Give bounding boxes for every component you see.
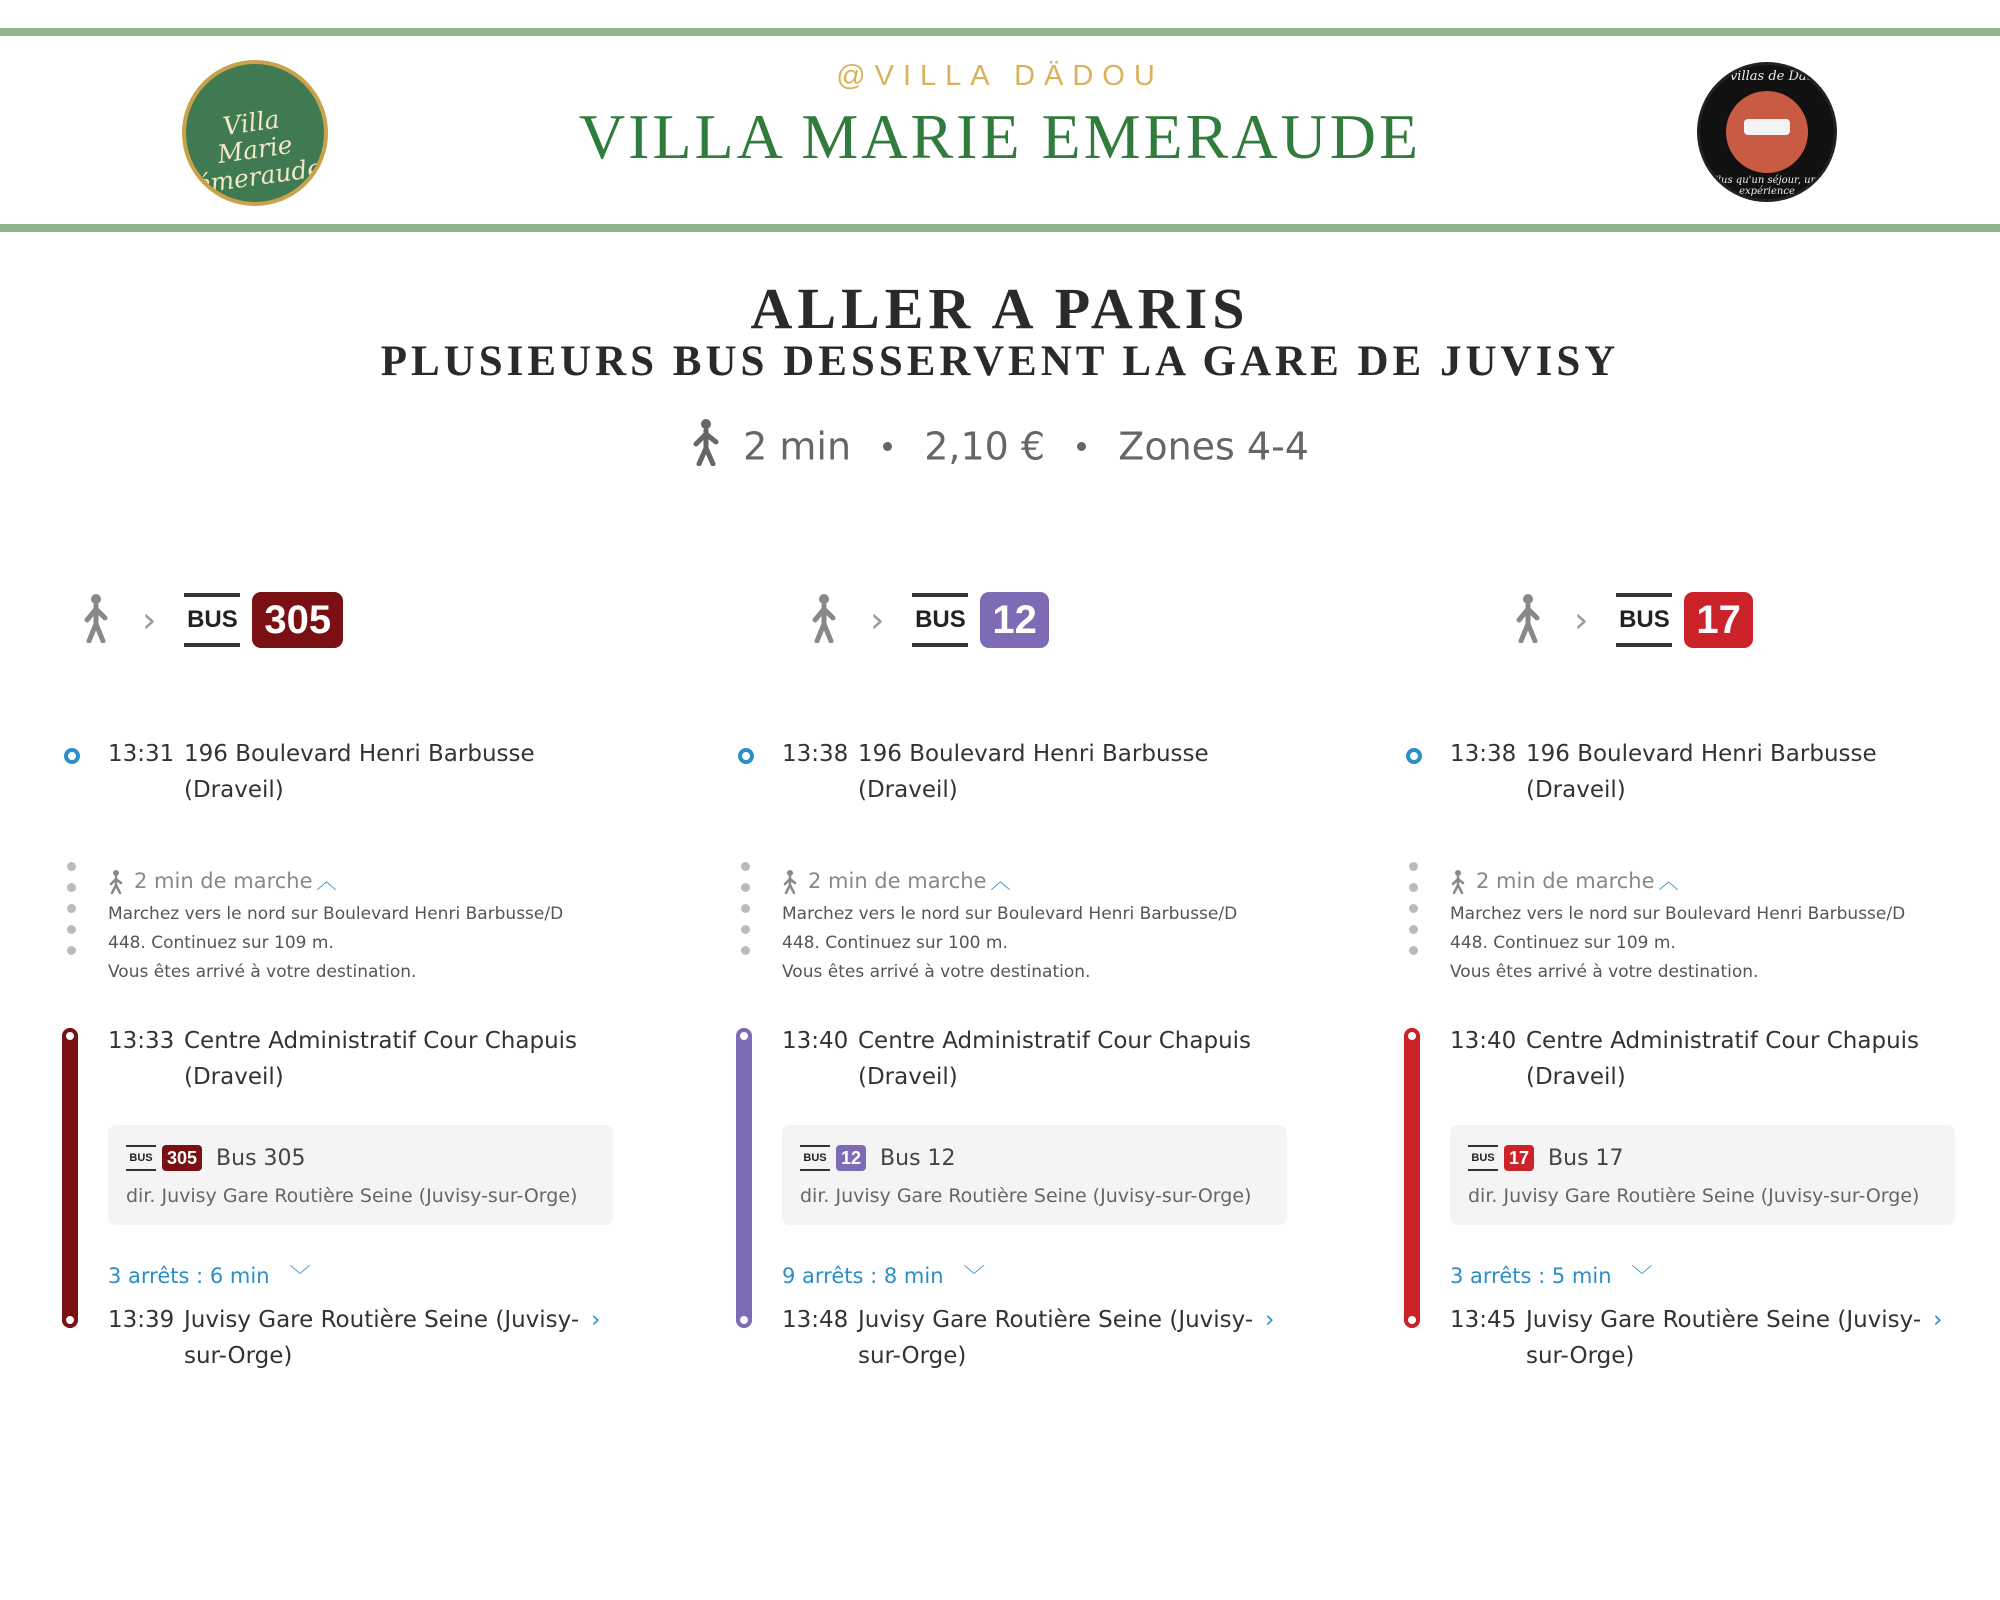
- origin-stop[interactable]: [1450, 736, 1877, 808]
- board-stop-icon: [62, 1028, 78, 1044]
- chevron-right-icon: ›: [591, 1307, 601, 1333]
- walk-desc-line: Marchez vers le nord sur Boulevard Henri Barbusse/D: [782, 904, 1238, 924]
- line-badge: 17: [1684, 592, 1753, 648]
- board-city: (Draveil): [184, 1064, 284, 1090]
- walk-toggle[interactable]: [782, 865, 1011, 894]
- logo-right-sub: Plus qu'un séjour, une expérience: [1711, 175, 1823, 197]
- walk-dots: [67, 862, 77, 967]
- arrival-stop-icon: [736, 1312, 752, 1328]
- chevron-up-icon: ︿: [316, 869, 337, 893]
- bus-card[interactable]: [108, 1125, 613, 1225]
- mini-line-badge: 17: [1504, 1145, 1534, 1171]
- bus-direction: dir. Juvisy Gare Routière Seine (Juvisy-sur-Orge): [1468, 1185, 1920, 1207]
- board-time: 13:40: [1450, 1028, 1517, 1054]
- chevron-right-icon: ›: [142, 599, 157, 641]
- walk-desc-line: Vous êtes arrivé à votre destination.: [1450, 962, 1759, 982]
- walk-desc-line: 448. Continuez sur 109 m.: [1450, 933, 1676, 953]
- bus-route-bar: [1404, 1028, 1420, 1328]
- origin-stop[interactable]: [782, 736, 1209, 808]
- walk-instructions: [1450, 900, 1950, 987]
- arrival-time: 13:45: [1450, 1307, 1517, 1333]
- board-time: 13:33: [108, 1028, 175, 1054]
- arrival-stop[interactable]: [782, 1302, 1274, 1374]
- route-column: [1404, 580, 1964, 1440]
- chevron-down-icon: ﹀: [289, 1264, 311, 1288]
- walk-desc-line: Vous êtes arrivé à votre destination.: [782, 962, 1091, 982]
- walk-icon: [691, 418, 721, 475]
- origin-stop-name: 196 Boulevard Henri Barbusse: [184, 741, 535, 767]
- chevron-right-icon: ›: [870, 599, 885, 641]
- arrival-stop-icon: [62, 1312, 78, 1328]
- route-column: [62, 580, 622, 1440]
- origin-stop-icon: [64, 748, 80, 764]
- mini-bus-label: BUS: [800, 1145, 830, 1171]
- walk-dots: [1409, 862, 1419, 967]
- bus-route-bar: [62, 1028, 78, 1328]
- bus-name: Bus 305: [216, 1145, 306, 1171]
- origin-stop-name: 196 Boulevard Henri Barbusse: [1526, 741, 1877, 767]
- board-stop-name: Centre Administratif Cour Chapuis: [1526, 1028, 1920, 1054]
- stops-count: 3 arrêts : 5 min: [1450, 1264, 1612, 1288]
- bus-direction: dir. Juvisy Gare Routière Seine (Juvisy-sur-Orge): [126, 1185, 578, 1207]
- board-stop-icon: [1404, 1028, 1420, 1044]
- walk-instructions: [782, 900, 1282, 987]
- board-stop[interactable]: [108, 1023, 577, 1095]
- stops-toggle[interactable]: [1450, 1260, 1653, 1290]
- origin-stop-name: 196 Boulevard Henri Barbusse: [858, 741, 1209, 767]
- brand-title: VILLA MARIE EMERAUDE: [578, 101, 1422, 172]
- brand-handle: @VILLA DÄDOU: [836, 60, 1164, 92]
- walk-toggle[interactable]: [1450, 865, 1679, 894]
- board-stop[interactable]: [782, 1023, 1251, 1095]
- origin-stop-icon: [738, 748, 754, 764]
- bus-card[interactable]: [782, 1125, 1287, 1225]
- stops-toggle[interactable]: [108, 1260, 311, 1290]
- bus-card-header: [1468, 1145, 1624, 1171]
- chevron-up-icon: ︿: [990, 869, 1011, 893]
- separator-dot: [1077, 442, 1086, 451]
- bottom-divider: [0, 224, 2000, 232]
- mini-line-badge: 305: [162, 1145, 202, 1171]
- stops-toggle[interactable]: [782, 1260, 985, 1290]
- chevron-right-icon: ›: [1933, 1307, 1943, 1333]
- route-header: [810, 580, 1049, 660]
- origin-city: (Draveil): [184, 777, 284, 803]
- mini-bus-label: BUS: [1468, 1145, 1498, 1171]
- origin-stop[interactable]: [108, 736, 535, 808]
- walk-desc-line: 448. Continuez sur 100 m.: [782, 933, 1008, 953]
- summary-price: 2,10 €: [924, 424, 1046, 469]
- bus-label: BUS: [1616, 593, 1672, 647]
- arrival-stop-name: Juvisy Gare Routière Seine (Juvisy-: [1526, 1307, 1922, 1333]
- arrival-stop[interactable]: [108, 1302, 600, 1374]
- page-title: ALLER A PARIS: [750, 276, 1250, 341]
- stops-count: 3 arrêts : 6 min: [108, 1264, 270, 1288]
- board-stop-name: Centre Administratif Cour Chapuis: [858, 1028, 1252, 1054]
- origin-time: 13:31: [108, 741, 175, 767]
- walk-instructions: [108, 900, 608, 987]
- chevron-right-icon: ›: [1574, 599, 1589, 641]
- bus-card-header: [800, 1145, 956, 1171]
- bus-label: BUS: [912, 593, 968, 647]
- page-subtitle: PLUSIEURS BUS DESSERVENT LA GARE DE JUVISY: [380, 338, 1620, 385]
- summary-zones: Zones 4-4: [1118, 424, 1309, 469]
- stops-count: 9 arrêts : 8 min: [782, 1264, 944, 1288]
- arrival-stop[interactable]: [1450, 1302, 1942, 1374]
- walk-label: 2 min de marche: [134, 869, 313, 893]
- top-divider: [0, 28, 2000, 36]
- arrival-time: 13:48: [782, 1307, 849, 1333]
- walk-toggle[interactable]: [108, 865, 337, 894]
- bus-name: Bus 17: [1548, 1145, 1624, 1171]
- arrival-stop-name-cont: sur-Orge): [858, 1343, 967, 1369]
- mini-line-badge: 12: [836, 1145, 866, 1171]
- origin-stop-icon: [1406, 748, 1422, 764]
- trip-summary: [0, 418, 2000, 475]
- walk-icon: [782, 870, 798, 894]
- route-header: [1514, 580, 1753, 660]
- arrival-stop-icon: [1404, 1312, 1420, 1328]
- origin-time: 13:38: [1450, 741, 1517, 767]
- board-stop-icon: [736, 1028, 752, 1044]
- walk-label: 2 min de marche: [1476, 869, 1655, 893]
- walk-icon: [810, 593, 838, 647]
- bus-label: BUS: [184, 593, 240, 647]
- chevron-up-icon: ︿: [1658, 869, 1679, 893]
- arrival-stop-name: Juvisy Gare Routière Seine (Juvisy-: [858, 1307, 1254, 1333]
- route-column: [736, 580, 1296, 1440]
- board-city: (Draveil): [1526, 1064, 1626, 1090]
- mini-bus-label: BUS: [126, 1145, 156, 1171]
- walk-desc-line: Marchez vers le nord sur Boulevard Henri Barbusse/D: [108, 904, 564, 924]
- origin-city: (Draveil): [858, 777, 958, 803]
- bus-direction: dir. Juvisy Gare Routière Seine (Juvisy-sur-Orge): [800, 1185, 1252, 1207]
- walk-dots: [741, 862, 751, 967]
- arrival-time: 13:39: [108, 1307, 175, 1333]
- arrival-stop-name-cont: sur-Orge): [184, 1343, 293, 1369]
- board-time: 13:40: [782, 1028, 849, 1054]
- summary-walk: 2 min: [743, 424, 852, 469]
- chevron-down-icon: ﹀: [963, 1264, 985, 1288]
- bus-route-bar: [736, 1028, 752, 1328]
- bus-card-header: [126, 1145, 306, 1171]
- walk-desc-line: Vous êtes arrivé à votre destination.: [108, 962, 417, 982]
- bus-name: Bus 12: [880, 1145, 956, 1171]
- walk-label: 2 min de marche: [808, 869, 987, 893]
- walk-desc-line: 448. Continuez sur 109 m.: [108, 933, 334, 953]
- board-stop[interactable]: [1450, 1023, 1919, 1095]
- walk-icon: [1514, 593, 1542, 647]
- arrival-stop-name-cont: sur-Orge): [1526, 1343, 1635, 1369]
- board-city: (Draveil): [858, 1064, 958, 1090]
- origin-city: (Draveil): [1526, 777, 1626, 803]
- logo-right-text: Les villas de Dädou: [1702, 69, 1832, 84]
- walk-icon: [108, 870, 124, 894]
- bus-card[interactable]: [1450, 1125, 1955, 1225]
- separator-dot: [883, 442, 892, 451]
- walk-icon: [1450, 870, 1466, 894]
- logo-left-text: Villa Marie émeraude: [193, 104, 324, 200]
- origin-time: 13:38: [782, 741, 849, 767]
- chevron-down-icon: ﹀: [1631, 1264, 1653, 1288]
- walk-icon: [82, 593, 110, 647]
- board-stop-name: Centre Administratif Cour Chapuis: [184, 1028, 578, 1054]
- chevron-right-icon: ›: [1265, 1307, 1275, 1333]
- walk-desc-line: Marchez vers le nord sur Boulevard Henri Barbusse/D: [1450, 904, 1906, 924]
- arrival-stop-name: Juvisy Gare Routière Seine (Juvisy-: [184, 1307, 580, 1333]
- route-header: [82, 580, 343, 660]
- line-badge: 305: [252, 592, 343, 648]
- line-badge: 12: [980, 592, 1049, 648]
